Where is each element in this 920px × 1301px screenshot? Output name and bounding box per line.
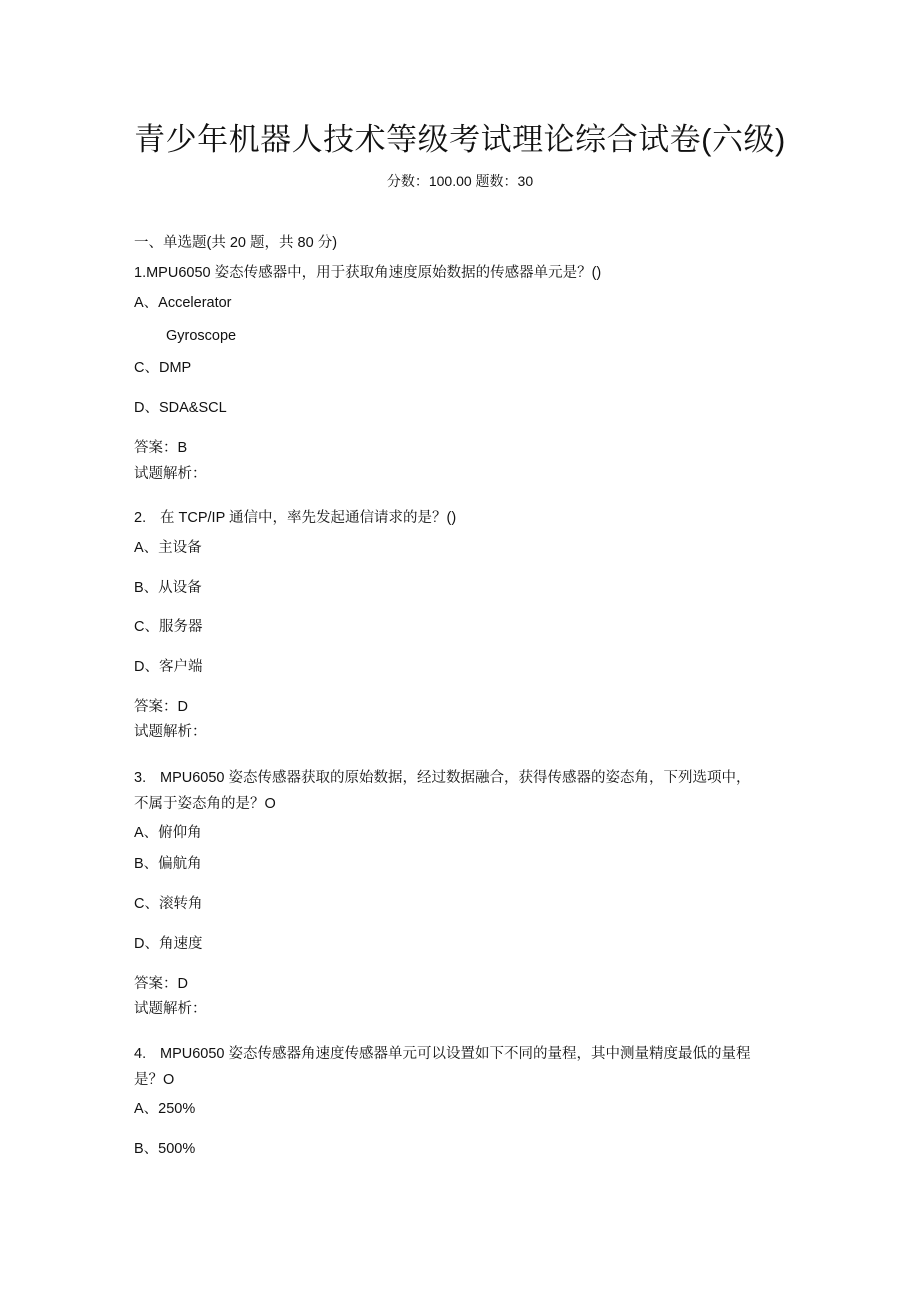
question-number: 4.: [134, 1046, 147, 1062]
answer: 答案：D: [134, 976, 188, 992]
option-b: B、偏航角: [134, 856, 202, 872]
option-b: B、从设备: [134, 580, 202, 596]
section-heading: 一、单选题(共 20 题，共 80 分): [134, 235, 338, 251]
option-b: B、500%: [134, 1141, 196, 1157]
score-summary: 分数：100.00 题数：30: [386, 173, 534, 189]
question-number: 3.: [134, 770, 147, 786]
option-d: D、客户端: [134, 659, 203, 675]
question-stem-line-1: [134, 768, 751, 788]
option-a: A、主设备: [134, 540, 202, 556]
question-number: 2.: [134, 510, 147, 526]
option-a: A、250%: [134, 1101, 196, 1117]
analysis-label: 试题解析：: [134, 1001, 207, 1017]
analysis-label: 试题解析：: [134, 466, 207, 482]
question-stem-line-1: [134, 1044, 751, 1064]
option-c: C、DMP: [134, 360, 192, 376]
analysis-label: 试题解析：: [134, 724, 207, 740]
answer: 答案：B: [134, 440, 188, 456]
option-c: C、滚转角: [134, 896, 203, 912]
option-d: D、角速度: [134, 936, 203, 952]
option-a: A、俯仰角: [134, 825, 202, 841]
answer: 答案：D: [134, 699, 188, 715]
question-text: MPU6050 姿态传感器获取的原始数据，经过数据融合，获得传感器的姿态角，下列选项中，: [160, 770, 751, 786]
option-a: A、Accelerator: [134, 295, 232, 311]
option-d: D、SDA&SCL: [134, 400, 227, 416]
option-b: Gyroscope: [166, 328, 237, 344]
document-title: 青少年机器人技术等级考试理论综合试卷(六级): [134, 122, 786, 157]
question-text: MPU6050 姿态传感器角速度传感器单元可以设置如下不同的量程，其中测量精度最低的量程: [160, 1046, 751, 1062]
question-stem: [134, 508, 456, 528]
question-stem: 1.MPU6050 姿态传感器中，用于获取角速度原始数据的传感器单元是？(): [134, 265, 602, 281]
question-stem-line-2: 是？O: [134, 1072, 175, 1088]
question-text: 在 TCP/IP 通信中，率先发起通信请求的是？(): [160, 510, 457, 526]
option-c: C、服务器: [134, 619, 203, 635]
question-stem-line-2: 不属于姿态角的是？O: [134, 796, 276, 812]
